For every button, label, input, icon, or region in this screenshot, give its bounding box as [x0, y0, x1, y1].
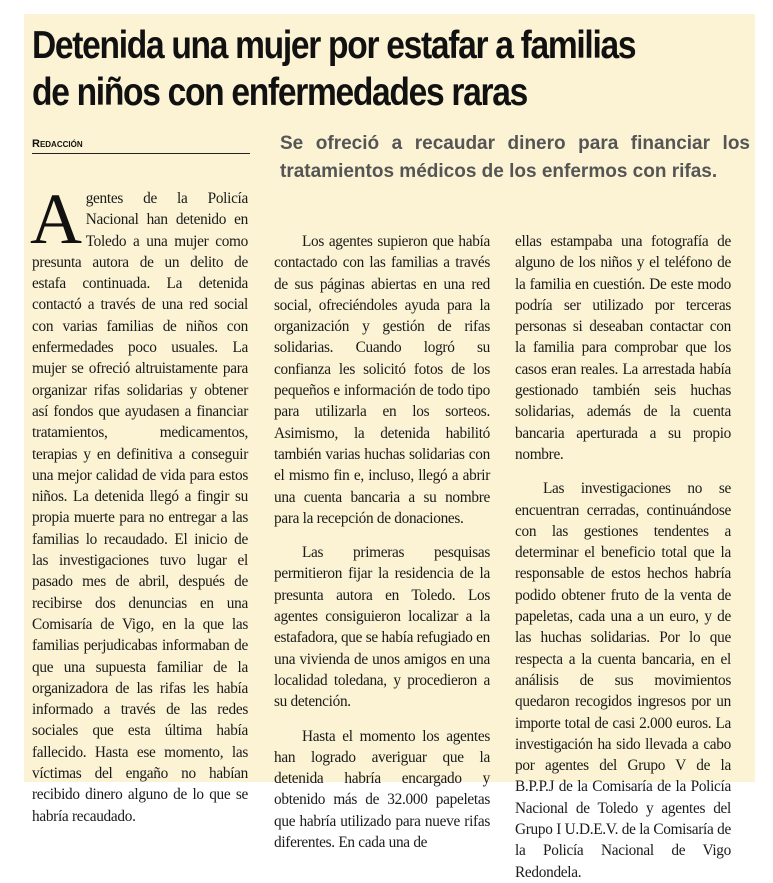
- paragraph: Los agentes supieron que había contactado con las familias a través de sus páginas abiertas en una red social, ofreciéndoles ayuda para la organización y gestión de rifas solidarias. Cuando logró su confianza les solicitó fotos de los pequeños e información de todo tipo para utilizarla en los sorteos. Asimismo, la detenida habilitó también varias huchas solidarias con el mismo fin e, incluso, llegó a abrir una cuenta bancaria a su nombre para la recepción de donaciones.: [274, 233, 490, 527]
- article-column-2: [274, 231, 490, 853]
- newspaper-clipping: [24, 14, 755, 881]
- paragraph: Las investigaciones no se encuentran cerradas, continuándose con las gestiones tendentes a determinar el beneficio total que la responsable de estos hechos habría podido obtener fruto de la venta de papeletas, cada una a un euro, y de las huchas solidarias. Por lo que respecta a la cuenta bancaria, en el análisis de sus movimientos quedaron recogidos ingresos por un importe total de casi 2.000 euros. La investigación ha sido llevada a cabo por agentes del Grupo V de la B.P.P.J de la Comisaría de la Policía Nacional de Toledo y agentes del Grupo I U.D.E.V. de la Comisaría de la Policía Nacional de Vigo Redondela.: [515, 480, 731, 881]
- headline-line-1: Detenida una mujer por estafar a familias: [32, 24, 636, 67]
- byline: Redacción: [32, 138, 250, 154]
- headline-line-2: de niños con enfermedades raras: [32, 71, 527, 114]
- subheadline: Se ofreció a recaudar dinero para financiar los tratamientos médicos de los enfermos con rifas.: [280, 133, 750, 182]
- drop-cap: A: [30, 179, 82, 259]
- headline: [32, 22, 651, 116]
- paragraph-text: gentes de la Policía Nacional han detenido en Toledo a una mujer como presunta autora de un delito de estafa continuada. La detenida contactó a través de una red social con varias familias de niños con enfermedades poco usuales. La mujer se ofreció altruistamente para organizar rifas solidarias y obtener así fondos que ayudasen a financiar tratamientos, medicamentos, terapias y en definitiva a conseguir una mejor calidad de vida para estos niños. La detenida llegó a fingir su propia muerte para no entregar a las familias lo recaudado. El inicio de las investigaciones tuvo lugar el pasado mes de abril, después de recibirse dos denuncias en una Comisaría de Vigo, en la que las familias perjudicabas informaban de que una supuesta familiar de la organizadora de las rifas les había informado a través de las redes sociales que esta última había fallecido. Hasta ese momento, las víctimas del engaño no habían recibido dinero alguno de lo que se habría recaudado.: [32, 190, 248, 825]
- paragraph: [30, 179, 248, 827]
- article-column-1: [30, 179, 248, 827]
- paragraph: Las primeras pesquisas permitieron fijar la residencia de la presunta autora en Toledo. Los agentes consiguieron localizar a la estafadora, que se había refugiado en una vivienda de unos amigos en una localidad toledana, y procedieron a su detención.: [274, 544, 490, 711]
- paragraph: Hasta el momento los agentes han logrado averiguar que la detenida habría encargado y obtenido más de 32.000 papeletas que habría utilizado para nueve rifas diferentes. En cada una de: [274, 727, 490, 852]
- paragraph: ellas estampaba una fotografía de alguno de los niños y el teléfono de la familia en cuestión. De este modo podría ser utilizado por terceras personas si deseaban contactar con la familia para comprobar que los casos eran reales. La arrestada había gestionado también seis huchas solidarias, además de la cuenta bancaria aperturada a su propio nombre.: [515, 233, 731, 463]
- article-column-3: [515, 231, 731, 883]
